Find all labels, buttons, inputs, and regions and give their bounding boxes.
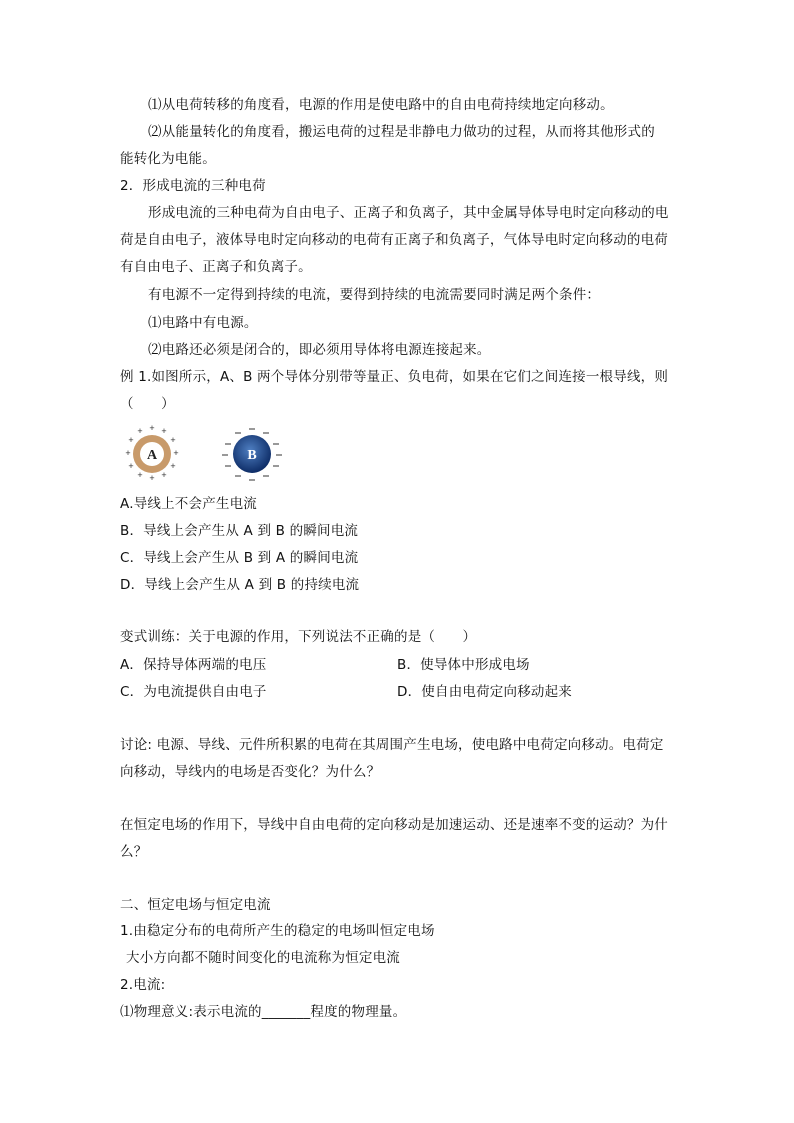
- plus-sign: +: [149, 473, 155, 483]
- sphere-b: [222, 429, 282, 480]
- variant-question: 变式训练：关于电源的作用，下列说法不正确的是（ ）: [120, 629, 477, 645]
- section-heading: 二、恒定电场与恒定电流: [120, 897, 271, 913]
- variant-option-d: D．使自由电荷定向移动起来: [397, 684, 572, 700]
- plus-sign: +: [137, 470, 143, 480]
- text-line: ⑴电路中有电源。: [148, 315, 258, 331]
- plus-sign: +: [161, 426, 167, 436]
- text-line: 有电源不一定得到持续的电流，要得到持续的电流需要同时满足两个条件：: [148, 287, 601, 303]
- variant-option-c: C．为电流提供自由电子: [120, 684, 267, 700]
- option-a: A.导线上不会产生电流: [120, 496, 257, 512]
- plus-sign: +: [173, 448, 179, 458]
- option-d: D．导线上会产生从 A 到 B 的持续电流: [120, 577, 360, 593]
- plus-sign: +: [161, 470, 167, 480]
- plus-sign: +: [137, 426, 143, 436]
- plus-sign: +: [128, 435, 134, 445]
- plus-sign: +: [125, 448, 131, 458]
- sphere-b-label: B: [247, 448, 257, 463]
- section-heading: 2．形成电流的三种电荷: [120, 178, 266, 194]
- sphere-a: [125, 424, 178, 483]
- subsection-heading: 2.电流:: [120, 977, 166, 993]
- text-line: 形成电流的三种电荷为自由电子、正离子和负离子，其中金属导体导电时定向移动的电: [148, 205, 669, 221]
- plus-sign: +: [170, 461, 176, 471]
- plus-sign: +: [170, 435, 176, 445]
- plus-sign: +: [128, 461, 134, 471]
- definition-line: 1.由稳定分布的电荷所产生的稳定的电场叫恒定电场: [120, 923, 435, 939]
- question-line: 在恒定电场的作用下，导线中自由电荷的定向移动是加速运动、还是速率不变的运动？为什: [120, 817, 668, 833]
- sphere-a-label: A: [146, 448, 158, 463]
- text-line: ⑵从能量转化的角度看，搬运电荷的过程是非静电力做功的过程，从而将其他形式的: [148, 124, 655, 140]
- discussion-line: 向移动，导线内的电场是否变化？为什么？: [120, 764, 381, 780]
- answer-blank: （ ）: [120, 396, 175, 412]
- text-line: ⑴从电荷转移的角度看，电源的作用是使电路中的自由电荷持续地定向移动。: [148, 97, 614, 113]
- option-c: C．导线上会产生从 B 到 A 的瞬间电流: [120, 550, 359, 566]
- variant-option-b: B．使导体中形成电场: [397, 657, 530, 673]
- text-line: 有自由电子、正离子和负离子。: [120, 259, 312, 275]
- example-question: 例 1.如图所示，A、B 两个导体分别带等量正、负电荷，如果在它们之间连接一根导线，则: [120, 369, 669, 385]
- text-line: 荷是自由电子，液体导电时定向移动的电荷有正离子和负离子，气体导电时定向移动的电荷: [120, 232, 668, 248]
- fill-in-line: ⑴物理意义:表示电流的_______程度的物理量。: [120, 1004, 407, 1020]
- discussion-line: 讨论: 电源、导线、元件所积累的电荷在其周围产生电场，使电路中电荷定向移动。电荷定: [120, 737, 664, 753]
- option-b: B．导线上会产生从 A 到 B 的瞬间电流: [120, 523, 359, 539]
- plus-sign: +: [149, 424, 155, 433]
- question-line: 么？: [120, 844, 148, 860]
- variant-option-a: A．保持导体两端的电压: [120, 657, 267, 673]
- text-line: ⑵电路还必须是闭合的，即必须用导体将电源连接起来。: [148, 342, 491, 358]
- definition-line: 大小方向都不随时间变化的电流称为恒定电流: [126, 950, 400, 966]
- text-line: 能转化为电能。: [120, 151, 216, 167]
- charged-spheres-diagram: [120, 424, 300, 488]
